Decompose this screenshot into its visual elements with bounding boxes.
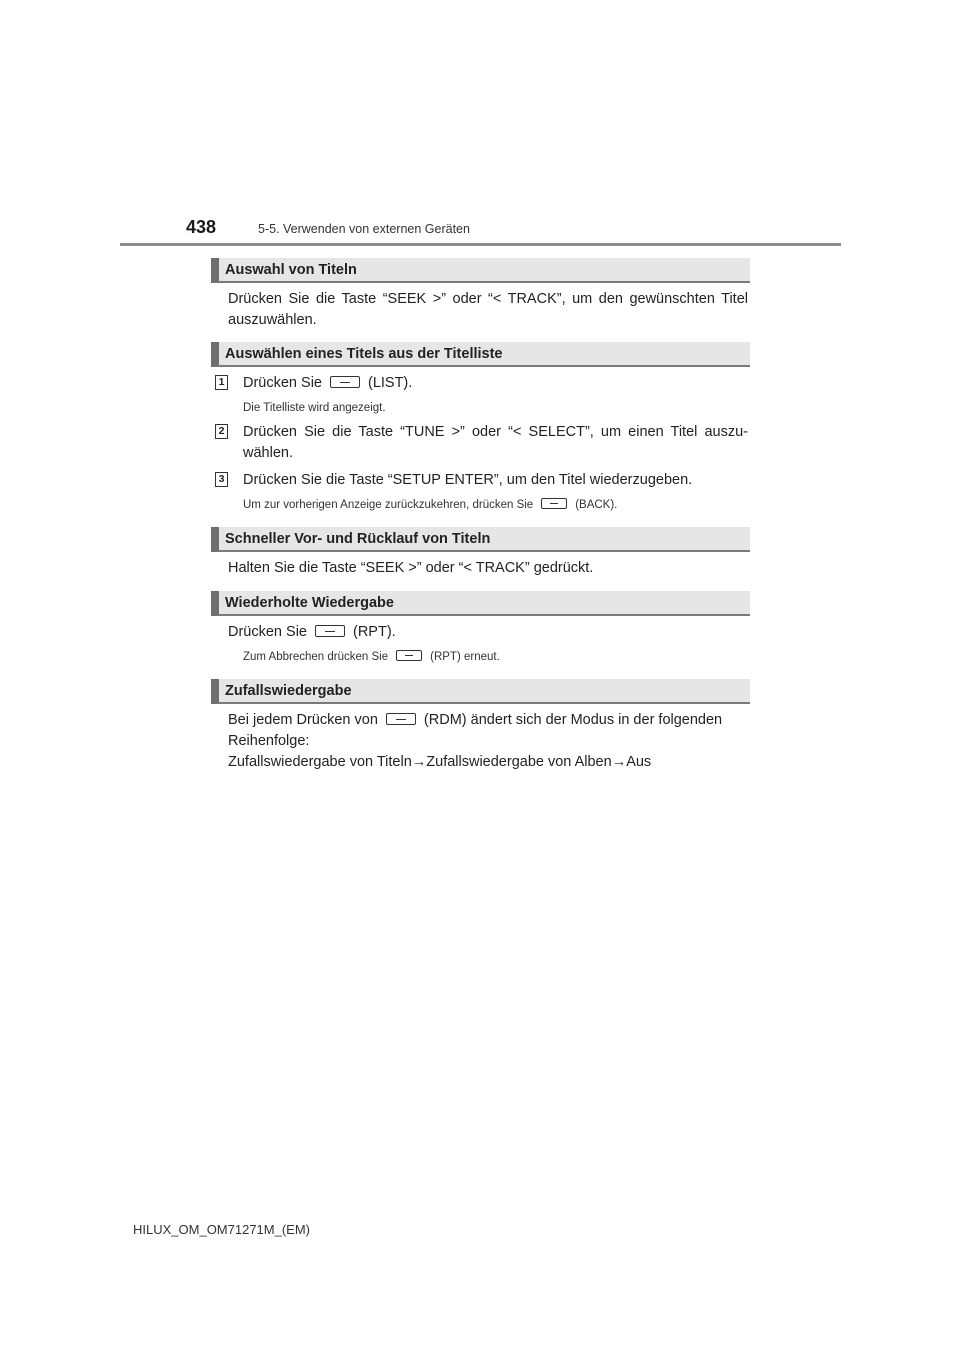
step-number-2: 2 xyxy=(215,424,228,439)
section-body-zufall xyxy=(228,710,748,773)
section-heading-titelliste xyxy=(211,342,750,367)
rdm-pre: Bei jedem Drücken von xyxy=(228,712,378,728)
button-icon xyxy=(315,625,345,637)
page-number: 438 xyxy=(186,217,217,237)
section-heading-text: Auswahl von Titeln xyxy=(225,262,357,278)
rpt-note-post: (RPT) erneut. xyxy=(430,651,500,663)
section-heading-text: Schneller Vor- und Rücklauf von Titeln xyxy=(225,531,491,547)
sequence-step: Aus xyxy=(626,754,652,770)
sequence-step: Zufallswiedergabe von Titeln xyxy=(228,754,412,770)
section-heading-wiederholt xyxy=(211,591,750,616)
section-heading-auswahl xyxy=(211,258,750,283)
step-3-text: Drücken Sie die Taste “SETUP ENTER”, um den Titel wiederzugeben. xyxy=(243,472,693,488)
section-heading-vorlauf xyxy=(211,527,750,552)
sequence-step: Zufallswiedergabe von Alben xyxy=(426,754,612,770)
section-heading-zufall xyxy=(211,679,750,704)
footer-doc-id: HILUX_OM_OM71271M_(EM) xyxy=(133,1222,310,1237)
section-note-wiederholt xyxy=(243,650,500,663)
step-3-note-pre: Um zur vorherigen Anzeige zurückzukehren, drücken Sie xyxy=(243,499,534,511)
step-1-post: (LIST). xyxy=(367,375,413,391)
rpt-post: (RPT). xyxy=(352,624,396,640)
button-icon xyxy=(396,650,422,661)
rpt-note-pre: Zum Abbrechen drücken Sie xyxy=(243,651,389,663)
step-1-pre: Drücken Sie xyxy=(243,375,322,391)
step-3-note xyxy=(243,498,617,511)
step-1-text xyxy=(243,373,748,394)
section-body-auswahl: Drücken Sie die Taste “SEEK >” oder “< TRACK”, um den gewünschten Titel auszuwählen. xyxy=(228,291,748,328)
step-number-3: 3 xyxy=(215,472,228,487)
section-body-vorlauf: Halten Sie die Taste “SEEK >” oder “< TRACK” gedrückt. xyxy=(228,560,594,576)
button-icon xyxy=(541,498,567,509)
header-rule xyxy=(120,243,841,246)
section-heading-text: Auswählen eines Titels aus der Titelliste xyxy=(225,346,503,362)
arrow-icon: → xyxy=(611,754,627,770)
step-1-note: Die Titelliste wird angezeigt. xyxy=(243,402,386,414)
rpt-pre: Drücken Sie xyxy=(228,624,307,640)
header-title: 5-5. Verwenden von externen Geräten xyxy=(258,222,470,236)
section-heading-text: Wiederholte Wiedergabe xyxy=(225,595,394,611)
button-icon xyxy=(386,713,416,725)
section-heading-text: Zufallswiedergabe xyxy=(225,683,352,699)
step-number-1: 1 xyxy=(215,375,228,390)
arrow-icon: → xyxy=(411,754,427,770)
section-body-wiederholt xyxy=(228,622,748,643)
rdm-post: (RDM) ändert sich der Modus in der folgenden Reihenfolge: xyxy=(228,712,723,749)
button-icon xyxy=(330,376,360,388)
step-3-note-post: (BACK). xyxy=(575,499,618,511)
step-2-text: Drücken Sie die Taste “TUNE >” oder “< SELECT”, um einen Titel auszu-wählen. xyxy=(243,424,748,461)
